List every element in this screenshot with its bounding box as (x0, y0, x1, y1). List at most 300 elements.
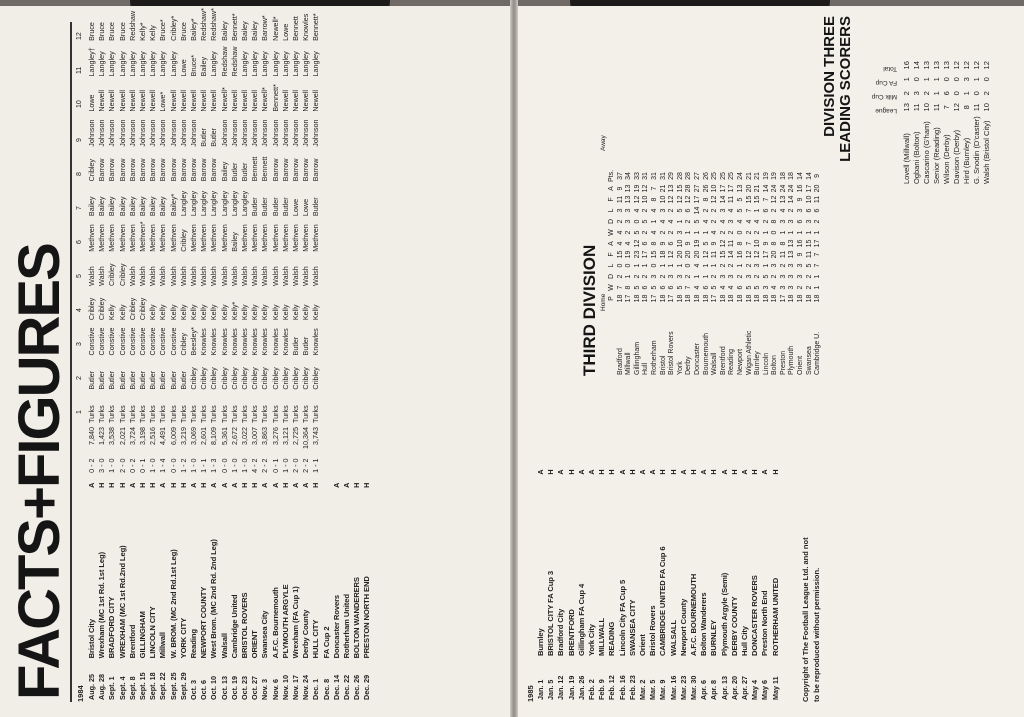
fixture-score (322, 453, 332, 479)
league-value: 4 (633, 208, 641, 213)
fixture-opponent: A.F.C. BOURNEMOUTH (689, 573, 699, 656)
fixture-opponent: BOLTON WANDERERS (352, 577, 362, 659)
league-value: 11 (711, 250, 719, 259)
league-value: 12 (745, 250, 753, 259)
league-value: 5 (676, 285, 684, 290)
league-value: 2 (745, 263, 753, 268)
fixture-score: 1 - 4 (158, 458, 168, 473)
player-name: Turks (250, 405, 260, 423)
fixture-row (322, 6, 332, 702)
player-name: Bruce (117, 22, 127, 41)
scorer-value: 0 (982, 77, 991, 82)
fixture-date: Aug. 25 (87, 674, 96, 700)
league-value: 2 (745, 230, 753, 235)
fixture-row (260, 6, 270, 702)
fixture-score: 1 - 2 (178, 458, 188, 473)
fixture-opponent: DERBY COUNTY (729, 596, 739, 656)
player-column-number: 6 (76, 240, 83, 244)
scorer-value: 0 (912, 77, 921, 82)
fixture-row (699, 465, 709, 702)
league-value: 18 (728, 294, 736, 303)
league-value: 11 (728, 195, 736, 204)
scorer-value: 1 (962, 91, 971, 96)
fixture-row (546, 465, 556, 702)
league-value: 3 (762, 285, 770, 290)
player-name: Butler (260, 197, 270, 217)
league-value: 2 (711, 219, 719, 224)
league-value: 18 (779, 172, 787, 180)
player-name: Butler (107, 370, 117, 390)
player-name: Walsh (189, 266, 199, 286)
league-value: 13 (625, 184, 633, 193)
league-value: 2 (685, 274, 693, 279)
league-value: 4 (779, 208, 787, 213)
fixture-date: Nov. 10 (280, 674, 290, 700)
fixture-row (587, 465, 597, 702)
fixture-date: May 4 (750, 680, 760, 700)
player-name: Johnson (158, 119, 168, 147)
player-name: Bruce* (158, 19, 168, 41)
league-value: 4 (771, 285, 779, 290)
fixture-attendance: 2,021 (117, 426, 127, 445)
player-name: Bailey (219, 161, 229, 182)
player-name: Johnson (219, 119, 229, 147)
player-name: Kelly (178, 304, 188, 321)
league-value: 4 (736, 219, 744, 224)
player-name: Constive (138, 327, 148, 356)
league-team: Bradford (616, 348, 624, 375)
player-name: Bailey (117, 196, 127, 217)
league-value: 3 (779, 285, 787, 290)
league-value: 15 (754, 195, 762, 204)
scorer-row (932, 58, 942, 186)
player-name: Barrow (168, 158, 178, 182)
player-name: Bailey* (189, 18, 199, 41)
league-value: 4 (650, 208, 658, 213)
league-column-header: A (608, 186, 615, 191)
league-row (763, 169, 772, 376)
league-value: 11 (728, 239, 736, 248)
scorer-row (902, 58, 912, 186)
fixture-opponent: Plymouth Argyle (Semi) (719, 572, 729, 656)
league-value: 5 (642, 219, 650, 224)
player-name: Kelly (291, 304, 301, 321)
fixture-score: 4 - 2 (250, 458, 260, 473)
player-name: Turks (97, 405, 107, 423)
player-name: Kelly (209, 304, 219, 321)
scorer-value: 12 (972, 61, 981, 70)
player-name: Barrow (97, 158, 107, 182)
league-value: 3 (616, 208, 624, 213)
league-value: 1 (736, 263, 744, 268)
player-name: Bailey (229, 232, 239, 252)
fixture-date: Mar. 9 (658, 679, 668, 700)
league-value: 2 (668, 208, 676, 213)
fixture-date: Mar. 2 (638, 679, 648, 700)
fixture-attendance: 3,743 (311, 426, 321, 445)
fixture-date: Dec. 14 (331, 674, 341, 700)
league-value: 15 (650, 250, 658, 259)
fixture-date: Apr. 20 (729, 676, 739, 700)
player-name: Newell (138, 90, 148, 112)
player-name: Langley (219, 190, 229, 217)
league-value: 1 (642, 263, 650, 268)
league-value: 1 (702, 230, 710, 235)
league-value: 2 (771, 208, 779, 213)
league-value: 3 (797, 208, 805, 213)
league-value: 2 (702, 208, 710, 213)
player-name: Bruce* (189, 54, 199, 77)
fixture-opponent: BRISTOL CITY FA Cup 3 (546, 571, 556, 656)
player-name: Langley (240, 51, 250, 77)
fixture-date: Mar. 16 (668, 675, 678, 700)
player-name: Methven (148, 224, 158, 252)
player-name: Kelly (199, 304, 209, 321)
scorer-row (972, 58, 982, 186)
player-name: Redshaw (127, 10, 137, 41)
fixture-row (362, 6, 372, 702)
fixture-date: Jan. 19 (566, 675, 576, 700)
league-value: 3 (659, 208, 667, 213)
league-value: 23 (633, 250, 641, 259)
fixture-venue: H (607, 469, 617, 475)
player-name: Knowles (209, 328, 219, 356)
player-name: Langley (270, 51, 280, 77)
scorer-value: 8 (962, 105, 971, 110)
league-value: 4 (668, 219, 676, 224)
fixture-venue: A (127, 482, 137, 488)
fixture-opponent: BRENTFORD (566, 609, 576, 656)
player-name: Kelly* (229, 301, 239, 321)
player-name: Kelly (280, 304, 290, 321)
fixture-opponent: Reading (189, 629, 199, 659)
fixture-date: Apr. 27 (740, 676, 750, 700)
fixture-score: 1 - 1 (199, 458, 209, 473)
fixture-opponent: Burnley (536, 628, 545, 656)
player-name: Bennett (260, 156, 270, 182)
scorer-name: Wilson (Derby) (942, 134, 951, 184)
scorer-value: 1 (932, 77, 941, 82)
league-value: 31 (659, 172, 667, 180)
league-value: 25 (719, 172, 727, 180)
fixture-date: Oct. 3 (189, 680, 199, 700)
player-name: Cribley (107, 263, 117, 286)
league-value: 20 (771, 250, 779, 259)
player-name: Cribley (87, 158, 96, 182)
player-name: Knowles (219, 328, 229, 356)
league-value: 18 (762, 294, 770, 303)
league-value: 3 (625, 208, 633, 213)
league-value: 0 (685, 263, 693, 268)
player-name: Johnson (270, 119, 280, 147)
player-name: Walsh (219, 266, 229, 286)
league-value: 9 (797, 252, 805, 257)
scorer-value: 0 (952, 77, 961, 82)
player-column-number: 9 (76, 138, 83, 142)
player-name: Barrow (107, 158, 117, 182)
league-value: 19 (633, 184, 641, 193)
fixture-attendance (322, 425, 332, 453)
league-team: Plymouth (788, 345, 796, 375)
fixture-date: Feb. 2 (587, 679, 597, 700)
player-name: Kelly (240, 304, 250, 321)
player-name: Johnson (311, 119, 321, 147)
league-team: York (676, 361, 684, 375)
player-name: Walsh (178, 266, 188, 286)
fixture-row (107, 6, 117, 702)
player-name: Turks (138, 405, 148, 423)
player-name: Methven (107, 224, 117, 252)
fixture-date: Apr. 8 (709, 680, 719, 700)
player-name: Barrow (138, 158, 148, 182)
league-value: 4 (745, 219, 753, 224)
league-value: 3 (779, 219, 787, 224)
player-name: Bennett* (229, 13, 239, 41)
facts-figures-logo: FACTS+FIGURES (7, 244, 72, 700)
league-team: Preston (779, 350, 787, 375)
league-value: 2 (642, 230, 650, 235)
fixture-venue: A (342, 482, 352, 488)
league-value: 20 (693, 250, 701, 259)
league-value: 18 (745, 294, 753, 303)
scorer-name: Senior (Reading) (932, 127, 941, 184)
league-value: 5 (633, 230, 641, 235)
fixture-date: Sept. 1 (107, 676, 117, 700)
league-row (746, 169, 755, 376)
player-name: Langley (97, 51, 107, 77)
player-name: Methven (87, 224, 96, 252)
fixture-opponent: Doncaster Rovers (331, 594, 341, 659)
league-team: Bristol (659, 355, 667, 375)
fixture-opponent: Swansea City (260, 610, 270, 659)
league-row (814, 169, 823, 376)
league-value: 7 (685, 285, 693, 290)
fixture-score: 1 - 3 (209, 458, 219, 473)
player-name: Cribley (250, 367, 260, 390)
player-name: Kelly* (138, 22, 148, 41)
player-name: Bennett (291, 16, 301, 41)
league-value: 12 (668, 195, 676, 204)
player-name: Newell (240, 90, 250, 112)
fixture-opponent: BRADFORD CITY (107, 596, 117, 659)
player-name: Newell (291, 90, 301, 112)
player-name: Turks (291, 405, 301, 423)
player-name: Langley (178, 190, 188, 217)
league-row (797, 169, 806, 376)
year-1984-label: 1984 (76, 685, 85, 702)
fixture-venue: A (648, 469, 658, 475)
fixture-attendance: 3,724 (127, 426, 137, 445)
player-name: Bailey (250, 21, 260, 41)
league-value: 20 (685, 250, 693, 259)
fixture-opponent: WREXHAM (MC 1st Rd.2nd Leg) (117, 545, 127, 659)
league-value: 12 (702, 250, 710, 259)
fixture-date: Feb. 23 (627, 675, 637, 700)
league-value: 1 (762, 263, 770, 268)
league-value: 21 (754, 184, 762, 193)
league-value: 18 (642, 294, 650, 303)
league-team: Millwall (625, 352, 633, 375)
league-value: 2 (633, 274, 641, 279)
league-value: 18 (788, 172, 796, 180)
player-name: Redshaw* (209, 8, 219, 41)
league-value: 3 (754, 263, 762, 268)
fixture-opponent: Wrexham (FA Cup 1) (291, 586, 301, 659)
league-value: 24 (771, 184, 779, 193)
league-team: Bournemouth (702, 332, 710, 375)
player-name: Butler (291, 336, 301, 356)
league-value: 1 (814, 274, 822, 279)
player-name: Barrow (311, 158, 321, 182)
league-value: 1 (676, 219, 684, 224)
league-value: 3 (771, 263, 779, 268)
player-name: Walsh (97, 266, 107, 286)
player-name: Newell* (219, 87, 229, 112)
fixture-row (281, 6, 291, 702)
scorers-title-line-1: DIVISION THREE (821, 16, 838, 137)
league-value: 21 (745, 172, 753, 180)
player-name: Turks (189, 405, 199, 423)
player-name: Newell (280, 90, 290, 112)
league-value: 18 (719, 294, 727, 303)
player-name: Bennett (250, 156, 260, 182)
fixture-row (536, 465, 546, 702)
player-name: Johnson (148, 119, 158, 147)
league-value: 0 (736, 230, 744, 235)
league-value: 1 (676, 263, 684, 268)
player-name: Cribley (301, 367, 311, 390)
fixture-opponent: ORIENT (250, 630, 260, 659)
league-header-row (608, 169, 617, 376)
league-value: 7 (814, 252, 822, 257)
player-name: Lowe* (158, 91, 168, 112)
player-name: Kelly (311, 304, 321, 321)
player-name: Bailey (127, 196, 137, 217)
league-value: 1 (805, 230, 813, 235)
fixture-row (199, 6, 209, 702)
player-name: Barrow (158, 158, 168, 182)
league-team: Doncaster (693, 343, 701, 375)
player-name: Methven (158, 224, 168, 252)
fixture-score: 1 - 0 (189, 458, 199, 473)
league-value: 18 (805, 294, 813, 303)
fixture-venue: H (107, 482, 117, 488)
fixture-score (342, 453, 352, 479)
player-name: Methven (260, 224, 270, 252)
fixture-venue: A (189, 482, 199, 488)
fixture-score: 0 - 2 (87, 458, 96, 473)
league-value: 2 (728, 263, 736, 268)
player-name: Johnson (138, 119, 148, 147)
league-value: 4 (693, 263, 701, 268)
scorer-value: 13 (902, 103, 911, 112)
fixture-attendance: 2,601 (199, 426, 209, 445)
league-value: 19 (693, 239, 701, 248)
player-name: Walsh (291, 266, 301, 286)
fixture-row (240, 6, 250, 702)
player-name: Barrow (270, 158, 280, 182)
fixture-venue: A (536, 469, 545, 475)
league-value: 3 (668, 274, 676, 279)
league-value: 10 (676, 239, 684, 248)
league-value: 10 (754, 239, 762, 248)
league-value: 5 (762, 274, 770, 279)
league-row (677, 169, 686, 376)
league-value: 10 (805, 195, 813, 204)
league-value: 14 (762, 184, 770, 193)
player-name: Cribley (127, 297, 137, 321)
player-name: Cribley (229, 367, 239, 390)
fixture-venue: A (229, 482, 239, 488)
league-team: Hull (642, 362, 650, 375)
player-name: Cribley (97, 297, 107, 321)
league-value: 2 (805, 274, 813, 279)
fixture-opponent: Rotherham United (342, 594, 352, 659)
fixture-date: May 6 (760, 680, 770, 700)
league-value: 7 (745, 208, 753, 213)
league-row (737, 169, 746, 376)
player-name: Butler (209, 127, 219, 147)
fixture-row (230, 6, 240, 702)
player-name: Bailey (138, 196, 148, 217)
league-value: 18 (676, 294, 684, 303)
league-value: 4 (754, 219, 762, 224)
league-value: 15 (745, 195, 753, 204)
player-name: Methven (127, 224, 137, 252)
fixture-date: Oct. 23 (240, 676, 250, 700)
player-name: Methven (209, 224, 219, 252)
fixture-opponent: HULL CITY (311, 619, 321, 659)
player-name: Turks (219, 405, 229, 423)
player-name: Bailey (97, 196, 107, 217)
player-name: Beesley* (189, 327, 199, 356)
player-name: Newell (97, 90, 107, 112)
league-value: 3 (728, 219, 736, 224)
fixture-date: Sept. 18 (148, 672, 158, 700)
scorer-value: 7 (942, 105, 951, 110)
player-name: Cribley (219, 367, 229, 390)
league-value: 18 (633, 294, 641, 303)
player-name: Butler (87, 370, 96, 390)
fixture-date: Sept. 29 (178, 672, 188, 700)
player-name: Bruce (178, 22, 188, 41)
scorer-name: G. Snodin (D'caster) (972, 116, 981, 184)
league-value: 6 (797, 219, 805, 224)
fixture-date: Sept. 25 (168, 672, 178, 700)
player-name: Turks (148, 405, 158, 423)
fixture-opponent: Bristol City (87, 619, 96, 659)
fixture-date: Jan. 26 (576, 675, 586, 700)
player-name: Cribley (240, 367, 250, 390)
fixture-venue: A (719, 469, 729, 475)
player-name: Knowles (240, 328, 250, 356)
league-value: 1 (702, 274, 710, 279)
league-value: 1 (693, 274, 701, 279)
player-name: Barrow (178, 158, 188, 182)
scorers-column-header: League (875, 107, 897, 114)
league-value: 2 (642, 208, 650, 213)
fixture-attendance: 2,725 (291, 426, 301, 445)
league-value: 3 (788, 263, 796, 268)
fixture-row (342, 6, 352, 702)
fixture-score: 3 - 0 (97, 458, 107, 473)
league-value: 2 (616, 274, 624, 279)
scorers-column-header: Total (883, 65, 897, 72)
league-value: 2 (814, 219, 822, 224)
fixture-venue: H (709, 469, 719, 475)
fixture-row (730, 465, 740, 702)
league-value: 20 (676, 250, 684, 259)
